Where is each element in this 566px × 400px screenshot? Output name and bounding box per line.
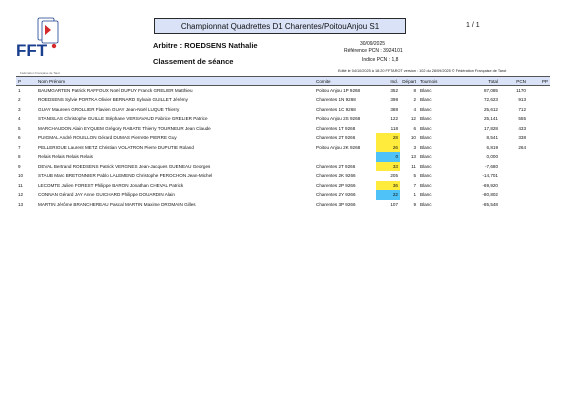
cell-pcn [500, 171, 528, 181]
cell-ind: 26 [376, 143, 400, 153]
col-header-p: P [16, 77, 36, 86]
cell-pcn [500, 152, 528, 162]
cell-comite: Poitou Anjou 1P 9268 [316, 88, 361, 93]
classement-title: Classement de séance [153, 57, 234, 66]
col-header-total: Total [462, 77, 500, 86]
cell-tournois: Blanc [420, 163, 432, 169]
cell-depart: 11 [411, 163, 416, 169]
cell-nom: BAUMGARTEN Patrick RAFFOUX Noël DUPUY Franck GRELIER Matthieu [38, 88, 193, 93]
cell-p: 10 [18, 173, 24, 179]
cell-pcn: 433 [518, 125, 526, 131]
cell-total: -7,680 [484, 163, 498, 169]
table-row [16, 124, 550, 134]
indice-pcn: Indice PCN : 1,8 [362, 57, 399, 63]
col-header-nom: Nom Prénom [36, 77, 314, 86]
col-header-pcn: PCN [500, 77, 528, 86]
cell-ind: 352 [390, 88, 398, 93]
cell-pp [528, 143, 550, 153]
cell-pp [528, 95, 550, 105]
cell-tournois: Blanc [420, 97, 432, 103]
cell-comite: Charentes 2Y 9266 [316, 192, 356, 198]
document-title: Championnat Quadrettes D1 Charentes/PoitouAnjou S1 [154, 18, 406, 34]
cell-comite: Charentes 1T 9268 [316, 125, 356, 131]
cell-p: 5 [18, 125, 21, 131]
cell-p: 1 [18, 88, 21, 93]
cell-ind: 107 [390, 201, 398, 207]
cell-comite: Charentes 1C 9268 [316, 106, 356, 112]
cell-nom: PUIGMAL André ROUILLON Gérard DUMAS Pierrette PIERRE Guy [38, 135, 177, 141]
cell-p: 12 [18, 192, 24, 198]
table-row [16, 171, 550, 181]
cell-pcn: 1170 [516, 88, 526, 93]
cell-comite: Charentes 2P 9266 [316, 182, 356, 188]
cell-depart: 10 [410, 135, 416, 141]
edition-note: Edité le 04/10/2025 à 18:20 FFTAROT version : 102 du 28/09/2025 © Fédération Française de Tarot [338, 69, 507, 73]
cell-tournois: Blanc [420, 154, 432, 160]
cell-ind: 398 [390, 97, 398, 103]
cell-pcn [500, 190, 528, 200]
cell-p: 11 [18, 182, 23, 188]
table-row [16, 95, 550, 105]
cell-tournois: Blanc [420, 125, 432, 131]
cell-total: 87,085 [483, 88, 498, 93]
cell-ind: 36 [376, 181, 400, 191]
ranking-table [16, 76, 550, 209]
cell-pp [528, 171, 550, 181]
cell-pcn: 712 [518, 106, 526, 112]
cell-pp [528, 105, 550, 115]
cell-pp [528, 190, 550, 200]
col-header-tournois: Tournois [418, 77, 462, 86]
cell-total: -69,920 [482, 182, 498, 188]
cell-pcn [500, 200, 528, 210]
cell-pcn: 913 [518, 97, 526, 103]
cell-depart: 1 [413, 192, 416, 198]
table-row [16, 152, 550, 162]
cell-depart: 9 [413, 201, 416, 207]
col-header-comite: Comite [314, 77, 376, 86]
cell-pcn: 264 [518, 144, 526, 150]
logo-caption: Fédération Française de Tarot [20, 71, 60, 75]
cell-total: 8,541 [486, 135, 498, 141]
cell-pp [528, 200, 550, 210]
cell-tournois: Blanc [420, 106, 432, 112]
cell-comite: Charentes 2T 9266 [316, 163, 356, 169]
cell-comite: Charentes 2T 9266 [316, 135, 356, 141]
cell-pp [528, 181, 550, 191]
cell-p: 9 [18, 163, 21, 169]
cell-pp [528, 152, 550, 162]
cell-depart: 6 [413, 125, 416, 131]
cell-ind: 0 [376, 152, 400, 162]
cell-depart: 13 [410, 154, 416, 160]
cell-comite: Charentes 3P 9266 [316, 201, 356, 207]
cell-depart: 5 [413, 173, 416, 179]
date-label: 30/09/2025 [360, 41, 386, 47]
cell-tournois: Blanc [420, 116, 432, 122]
cell-ind: 33 [376, 162, 400, 172]
cell-total: 25,141 [483, 116, 498, 122]
cell-comite: Charentes 1N 9268 [316, 97, 356, 103]
cell-pcn: 338 [518, 135, 526, 141]
table-row [16, 200, 550, 210]
cell-nom: LECOMTE Julien FOREST Philippe BARON Jonathan CHEVAL Patrick [38, 182, 184, 188]
cell-nom: MARCHAUDON Alain EYQUEM Grégory RABATE Thierry TOURNEUR Jean Claude [38, 125, 211, 131]
cell-tournois: Blanc [420, 88, 432, 93]
col-header-pp: PP [528, 77, 550, 86]
cell-nom: DEVAL Bertrand ROEDSENS Patrick VERGNES Jean-Jacques GUENEAU Georges [38, 163, 211, 169]
cell-depart: 7 [413, 182, 416, 188]
cell-nom: STANISLAS Christophe GUILLE Stéphane VERSAVAUD Fabrice GRELIER Patrice [38, 116, 208, 122]
cell-pcn [500, 162, 528, 172]
cell-nom: MARTIN Jérôme BRANCHEREAU Pascal MARTIN Maxime DROMAIN Gilles [38, 201, 196, 207]
cell-comite: Poitou Anjou 2K 9268 [316, 144, 361, 150]
table-row [16, 133, 550, 143]
col-header-depart: Départ [400, 77, 418, 86]
cell-p: 7 [18, 144, 21, 150]
table-row [16, 143, 550, 153]
cell-p: 8 [18, 154, 21, 160]
cell-total: -85,548 [482, 201, 498, 207]
cell-p: 2 [18, 97, 21, 103]
cell-pp [528, 114, 550, 124]
cell-ind: 118 [390, 125, 398, 131]
cell-nom: GUAY Maureen GROLLIER Flavien GUAY Jean-Noël LUQUE Thierry [38, 106, 180, 112]
cell-p: 4 [18, 116, 21, 122]
cell-ind: 22 [376, 190, 400, 200]
cell-pp [528, 162, 550, 172]
cell-depart: 3 [413, 144, 416, 150]
cell-depart: 4 [413, 106, 416, 112]
cell-pp [528, 86, 550, 96]
cell-total: 0,000 [486, 154, 498, 160]
table-row [16, 114, 550, 124]
cell-total: -80,802 [482, 192, 498, 198]
cell-tournois: Blanc [420, 201, 432, 207]
table-row [16, 105, 550, 115]
cell-pcn: 555 [518, 116, 526, 122]
cell-ind: 122 [390, 116, 398, 122]
cell-nom: PELLERIGUE Laurent METZ Christian VOLATRON Pierre DUPUTIE Roland [38, 144, 194, 150]
cell-total: 25,612 [483, 106, 498, 112]
cell-p: 3 [18, 106, 21, 112]
table-row [16, 190, 550, 200]
table-row [16, 181, 550, 191]
cell-total: 6,819 [486, 144, 498, 150]
cell-tournois: Blanc [420, 135, 432, 141]
cell-ind: 388 [390, 106, 398, 112]
col-header-ind: Ind. [376, 77, 400, 86]
cell-total: 17,828 [483, 125, 498, 131]
cell-depart: 12 [410, 116, 416, 122]
cell-comite [314, 152, 376, 162]
cell-ind: 28 [376, 133, 400, 143]
cell-depart: 2 [413, 97, 416, 103]
cell-pcn [500, 181, 528, 191]
table-row [16, 86, 550, 96]
cell-comite: Charentes 2K 9266 [316, 173, 356, 179]
cell-nom: Relais Relais Relais Relais [38, 154, 93, 160]
svg-text:FFT: FFT [16, 41, 48, 60]
cell-tournois: Blanc [420, 192, 432, 198]
cell-pp [528, 133, 550, 143]
cell-comite: Poitou Anjou 2S 9268 [316, 116, 361, 122]
page-number: 1 / 1 [466, 22, 480, 29]
cell-pp [528, 124, 550, 134]
reference-pcn: Référence PCN : 3924101 [344, 48, 403, 54]
cell-ind: 205 [390, 173, 398, 179]
cell-total: -14,701 [482, 173, 498, 179]
cell-depart: 8 [413, 88, 416, 93]
arbitre-label: Arbitre : ROEDSENS Nathalie [153, 41, 258, 50]
table-header-row [16, 77, 550, 86]
fft-logo [14, 16, 60, 72]
cell-total: 72,623 [483, 97, 498, 103]
cell-nom: STAUB Marc BRETONNIER Pablo LALEMEND Christophe PEROCHON Jean-Michel [38, 173, 213, 179]
cell-tournois: Blanc [420, 182, 432, 188]
cell-nom: ROEDSENS Sylvie PORTKA Olivier BERNARD Sylvain GUILLET Jérémy [38, 97, 188, 103]
table-row [16, 162, 550, 172]
cell-p: 13 [18, 201, 24, 207]
cell-tournois: Blanc [420, 144, 432, 150]
cell-tournois: Blanc [420, 173, 432, 179]
cell-p: 6 [18, 135, 21, 141]
cell-nom: CONNAN Gérard JAY Anne GUICHARD Philippe DOUARDIN Alain [38, 192, 175, 198]
